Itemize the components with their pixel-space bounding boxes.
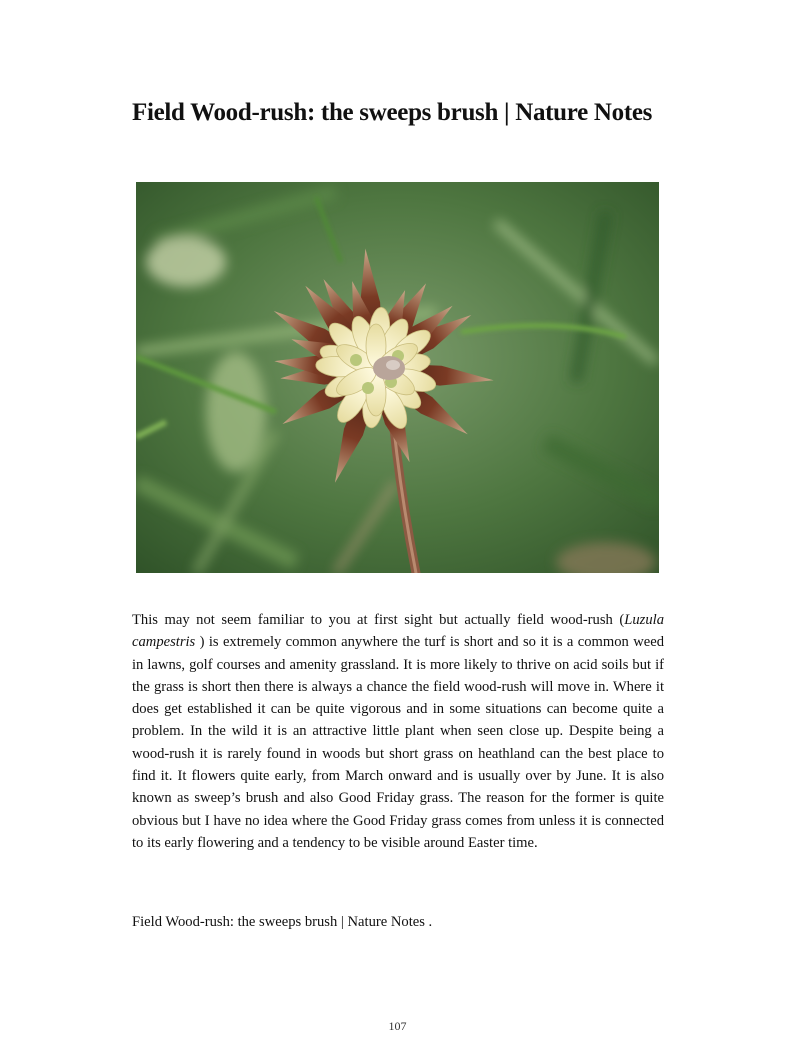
floret-center-3 — [362, 382, 374, 394]
page-title: Field Wood-rush: the sweeps brush | Nature Notes — [132, 99, 653, 126]
wood-rush-photo — [136, 182, 659, 573]
source-suffix: . — [424, 914, 433, 930]
source-link[interactable]: Field Wood-rush: the sweeps brush | Nature Notes — [132, 914, 425, 930]
page-number: 107 — [388, 1019, 407, 1033]
floret-center-1 — [350, 354, 362, 366]
body-text-part2: ) is extremely common anywhere the turf is short and so it is a common weed in lawns, golf courses and amenity grassland. It is more likely to thrive on acid soils but if the grass is short then there is always a chance the field wood-rush will move in. Where it does get established it can be quite vigorous and in some situations can become quite a problem. In the wild it is an attractive little plant when seen close up. Despite being a wood-rush it is rarely found in woods but short grass on heathland can the best place to find it. It flowers quite early, from March onward and is usually over by June. It is also known as sweep’s brush and also Good Friday grass. The reason for the former is quite obvious but I have no idea where the Good Friday grass comes from unless it is connected to its early flowering and a tendency to be visible around Easter time. — [132, 634, 664, 851]
article-body — [132, 609, 664, 854]
source-citation — [132, 911, 664, 933]
body-text-part1: This may not seem familiar to you at first sight but actually field wood-rush ( — [132, 612, 625, 628]
species-name: Luzula campestris — [132, 612, 664, 651]
